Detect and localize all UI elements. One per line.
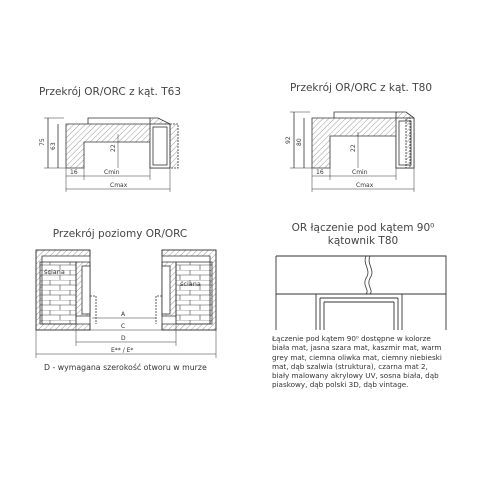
dim-label-e: E** / E*	[111, 347, 134, 354]
dim-label-d: D	[121, 335, 126, 342]
dim-t80-cmin: Cmin	[352, 169, 368, 176]
dim-t63-h2: 63	[50, 142, 57, 150]
section-t63	[44, 118, 178, 192]
dim-t80-h1: 92	[285, 136, 292, 144]
wall-label-left: ściana	[44, 268, 65, 276]
title-laczenie-1: OR łączenie pod kątem 90⁰	[291, 222, 435, 234]
dim-t63-h1: 75	[39, 138, 46, 146]
title-t80: Przekrój OR/ORC z kąt. T80	[289, 82, 433, 94]
joint-elevation	[276, 256, 446, 330]
dim-t63-22: 22	[110, 144, 117, 152]
wall-label-right: ściana	[180, 280, 201, 288]
section-horizontal	[36, 250, 216, 358]
dim-label-a: A	[121, 311, 126, 318]
dim-t63-cmin: Cmin	[104, 169, 120, 176]
title-laczenie-2: kątownik T80	[327, 235, 399, 247]
dim-t80-16: 16	[316, 169, 324, 176]
dim-t80-cmax: Cmax	[356, 182, 374, 189]
dim-t63-16: 16	[70, 169, 78, 176]
joint-description: Łączenie pod kątem 90⁰ dostępne w kolorze biała mat, jasna szara mat, kaszmir mat, warm grey mat, ciemna oliwka mat, ciemny niebieski mat, dąb szalwia (struktura), czarna mat 2, biały malowany akrylowy UV, sosna biała, dąb piaskowy, dąb polski 3D, dąb vintage.	[272, 334, 442, 390]
dim-t63-cmax: Cmax	[110, 182, 128, 189]
dim-t80-22: 22	[350, 144, 357, 152]
opening-width-note: D - wymagana szerokość otworu w murze	[44, 363, 207, 372]
title-poziomy: Przekrój poziomy OR/ORC	[52, 228, 188, 240]
dim-label-c: C	[121, 323, 126, 330]
title-t63: Przekrój OR/ORC z kąt. T63	[38, 86, 182, 98]
dim-t80-h2: 80	[296, 138, 303, 146]
